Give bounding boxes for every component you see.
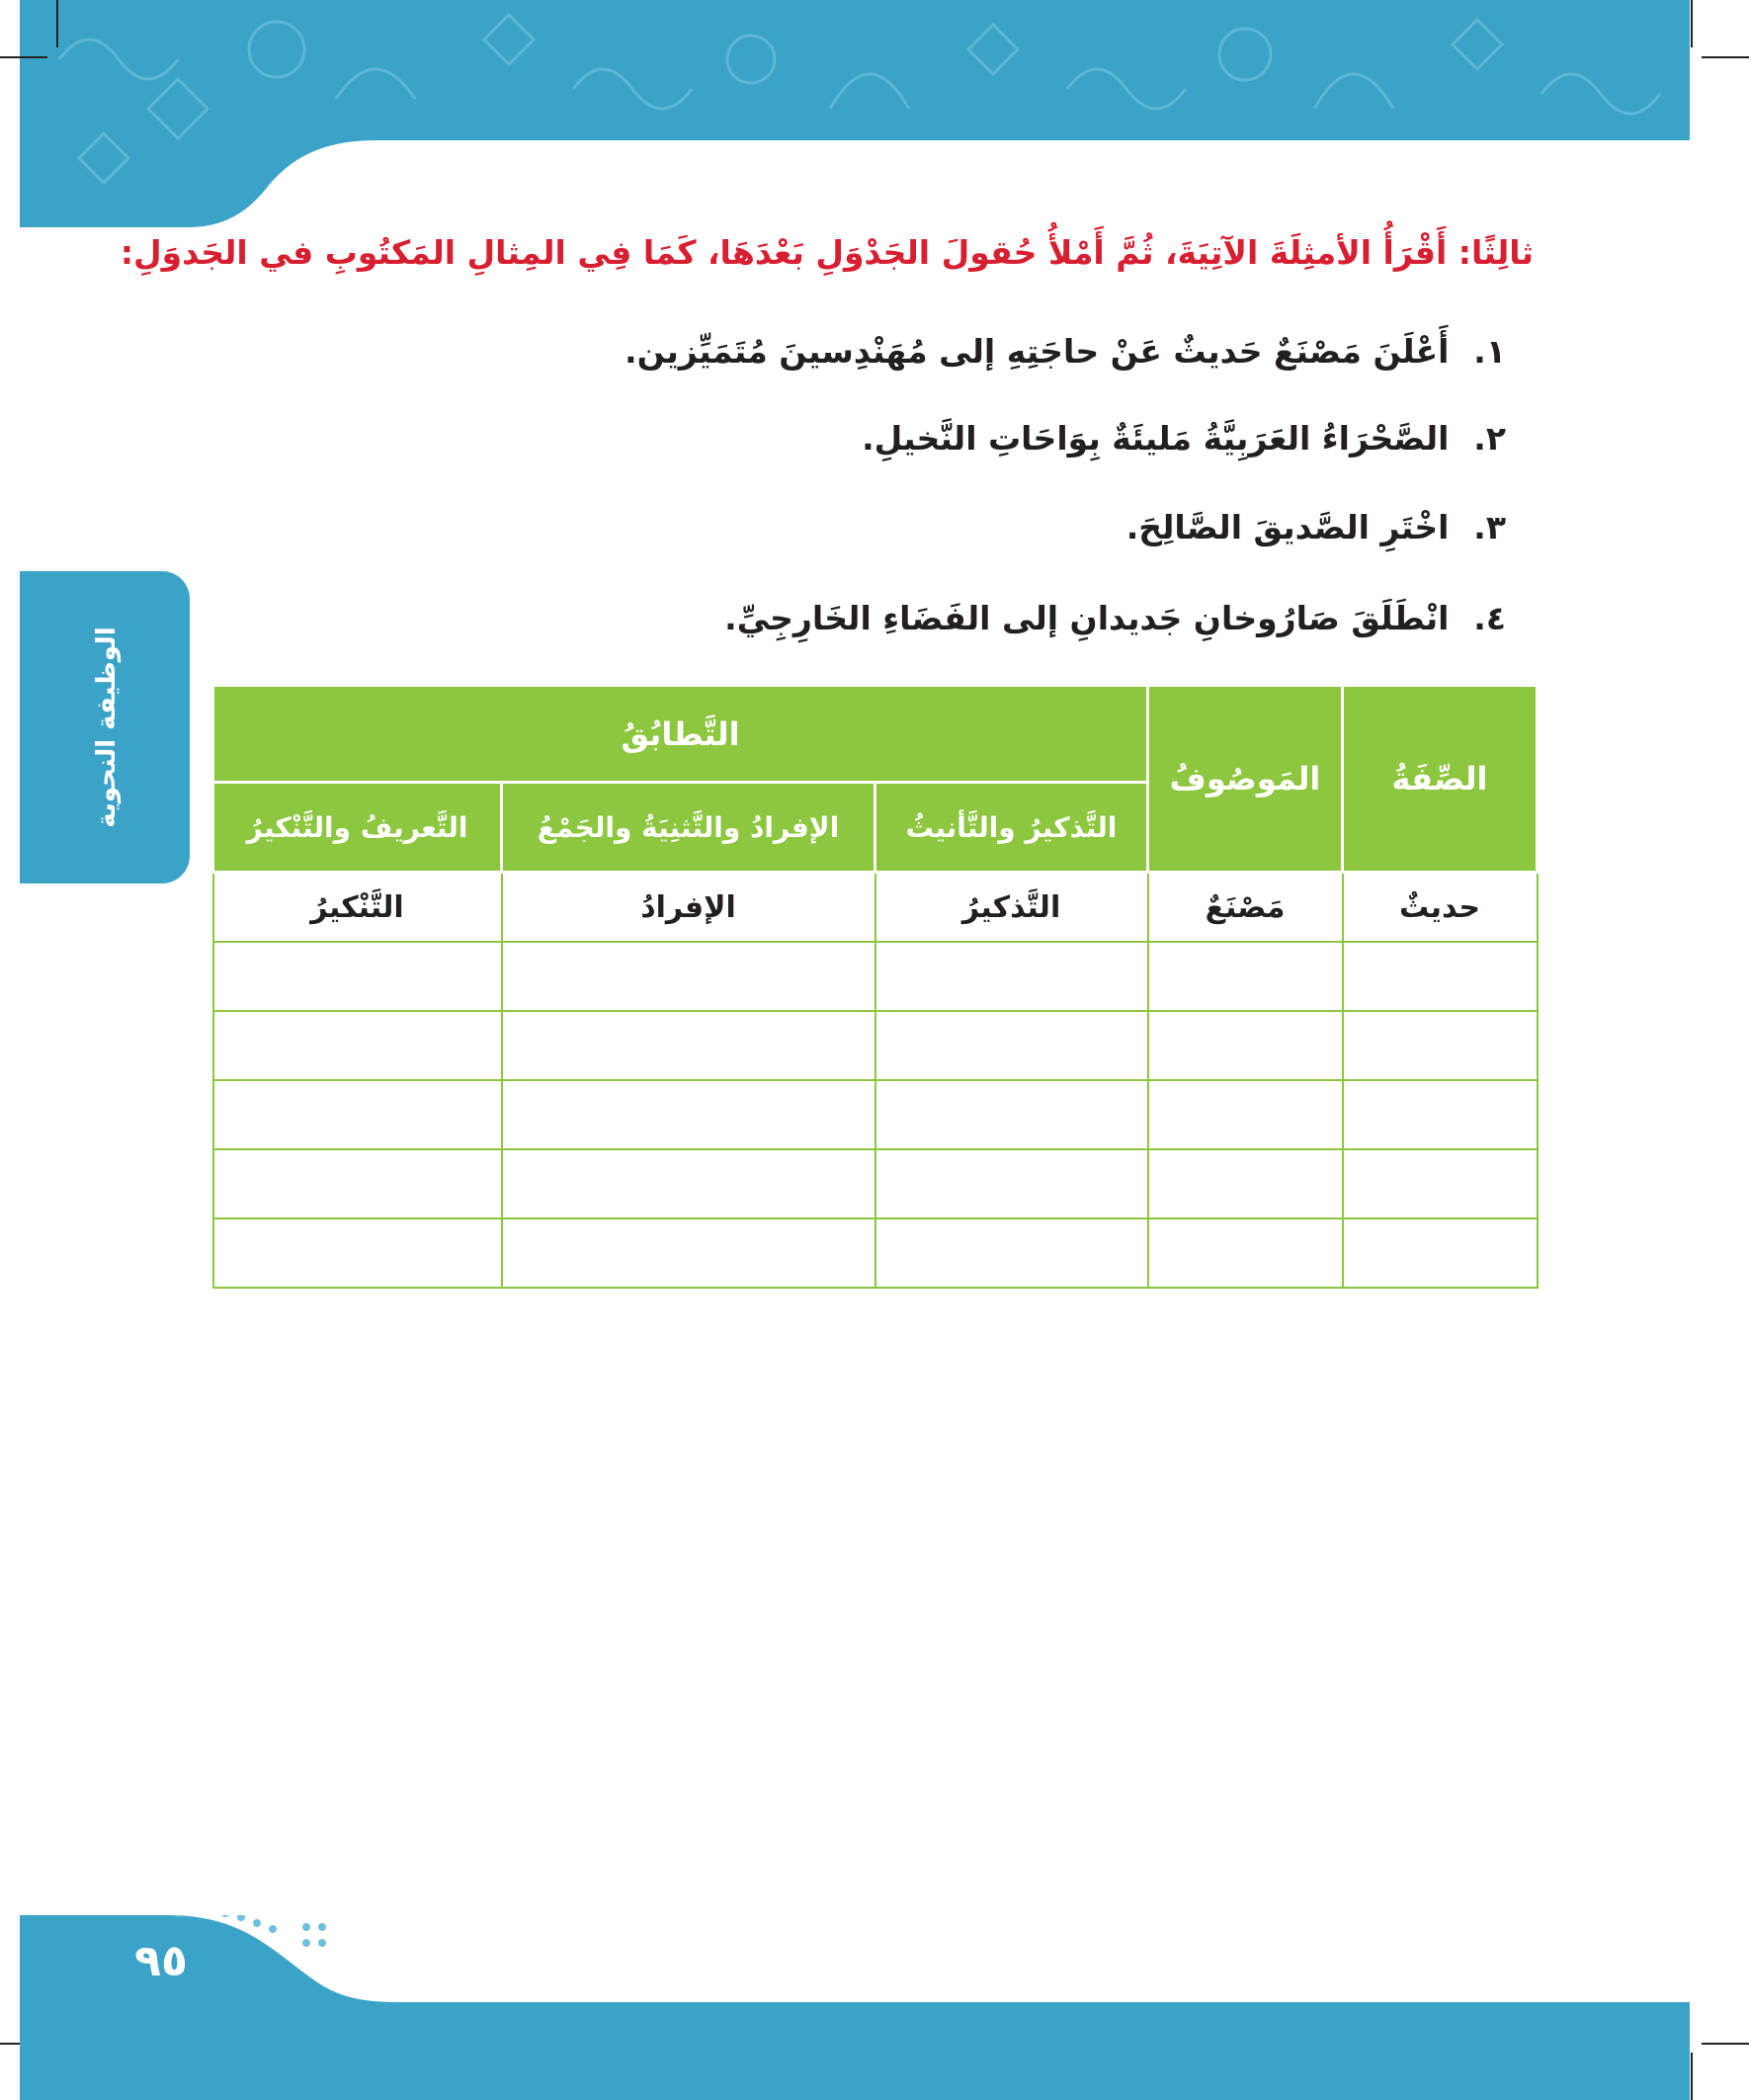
agreement-table xyxy=(211,684,1539,1289)
crop-mark xyxy=(0,56,47,58)
example-number: ١. xyxy=(1473,332,1506,371)
table-cell-empty[interactable] xyxy=(502,1011,875,1080)
table-cell-empty[interactable] xyxy=(213,1218,502,1288)
example-line xyxy=(724,599,1506,637)
table-cell-empty[interactable] xyxy=(875,1011,1148,1080)
table-cell-empty[interactable] xyxy=(875,1080,1148,1149)
table-cell-empty[interactable] xyxy=(875,1149,1148,1218)
table-cell-empty[interactable] xyxy=(213,1011,502,1080)
table-cell-empty[interactable] xyxy=(1343,1011,1538,1080)
header-definiteness: التَّعريفُ والتَّنْكيرُ xyxy=(213,783,502,873)
table-row xyxy=(213,942,1538,1011)
table-cell: الإفرادُ xyxy=(502,873,875,943)
table-cell: التَّنْكيرُ xyxy=(213,873,502,943)
table-cell-empty[interactable] xyxy=(213,942,502,1011)
table-cell: مَصْنَعٌ xyxy=(1148,873,1343,943)
table-cell-empty[interactable] xyxy=(1343,942,1538,1011)
table-cell-empty[interactable] xyxy=(1148,1218,1343,1288)
header-tatabuq: التَّطابُقُ xyxy=(213,686,1148,783)
table-cell-empty[interactable] xyxy=(875,942,1148,1011)
table-cell-empty[interactable] xyxy=(1148,1149,1343,1218)
table-cell-empty[interactable] xyxy=(502,942,875,1011)
table-row xyxy=(213,1080,1538,1149)
crop-mark xyxy=(1691,2053,1693,2100)
example-sentence: انْطَلَقَ صَارُوخانِ جَديدانِ إلى الفَضَاءِ الخَارِجِيِّ. xyxy=(724,599,1450,637)
table-row xyxy=(213,873,1538,943)
crop-mark xyxy=(1691,0,1693,47)
table-cell-empty[interactable] xyxy=(502,1218,875,1288)
table-row xyxy=(213,1011,1538,1080)
table-cell: حديثٌ xyxy=(1343,873,1538,943)
side-tab-label: الوظيفة النحوية xyxy=(92,627,122,828)
example-sentence: أَعْلَنَ مَصْنَعٌ حَديثٌ عَنْ حاجَتِهِ إلى مُهَنْدِسينَ مُتَمَيِّزين. xyxy=(625,332,1450,371)
example-number: ٢. xyxy=(1473,419,1506,458)
header-gender: التَّذكيرُ والتَّأنيثُ xyxy=(875,783,1148,873)
table-cell-empty[interactable] xyxy=(213,1080,502,1149)
table-cell-empty[interactable] xyxy=(1343,1080,1538,1149)
table-cell-empty[interactable] xyxy=(1148,942,1343,1011)
header-mawsuf: المَوصُوفُ xyxy=(1148,686,1343,873)
table-cell-empty[interactable] xyxy=(1148,1080,1343,1149)
example-line xyxy=(1126,508,1506,546)
table-cell-empty[interactable] xyxy=(1343,1218,1538,1288)
instruction-text: ثالِثًا: أَقْرَأُ الأمثِلَةَ الآتِيَةَ، ثُمَّ أَمْلأُ حُقولَ الجَدْوَلِ بَعْدَهَا، كَمَا فِي المِثالِ المَكتُوبِ في الجَدوَلِ: xyxy=(120,233,1534,272)
table-row xyxy=(213,1149,1538,1218)
footer-band xyxy=(20,1915,1690,2100)
page-number: ٩٥ xyxy=(134,1936,188,1986)
header-band xyxy=(20,0,1690,227)
crop-mark xyxy=(1702,56,1749,58)
side-tab xyxy=(20,571,190,883)
example-number: ٤. xyxy=(1473,599,1506,637)
table-row xyxy=(213,1218,1538,1288)
header-sifa: الصِّفَةُ xyxy=(1343,686,1538,873)
example-line xyxy=(862,419,1506,458)
table-cell-empty[interactable] xyxy=(1148,1011,1343,1080)
example-sentence: الصَّحْرَاءُ العَرَبِيَّةُ مَليئَةٌ بِوَاحَاتِ النَّخيلِ. xyxy=(862,419,1450,458)
crop-mark xyxy=(56,0,58,47)
table-cell-empty[interactable] xyxy=(502,1080,875,1149)
example-line xyxy=(625,332,1506,371)
example-sentence: اخْتَرِ الصَّديقَ الصَّالِحَ. xyxy=(1125,508,1450,546)
table-header-row xyxy=(213,686,1538,783)
header-number: الإفرادُ والتَّثنِيَةُ والجَمْعُ xyxy=(502,783,875,873)
table-cell-empty[interactable] xyxy=(1343,1149,1538,1218)
table-cell-empty[interactable] xyxy=(502,1149,875,1218)
table-cell-empty[interactable] xyxy=(875,1218,1148,1288)
crop-mark xyxy=(1702,2043,1749,2045)
table-cell: التَّذكيرُ xyxy=(875,873,1148,943)
example-number: ٣. xyxy=(1473,508,1506,546)
table-cell-empty[interactable] xyxy=(213,1149,502,1218)
